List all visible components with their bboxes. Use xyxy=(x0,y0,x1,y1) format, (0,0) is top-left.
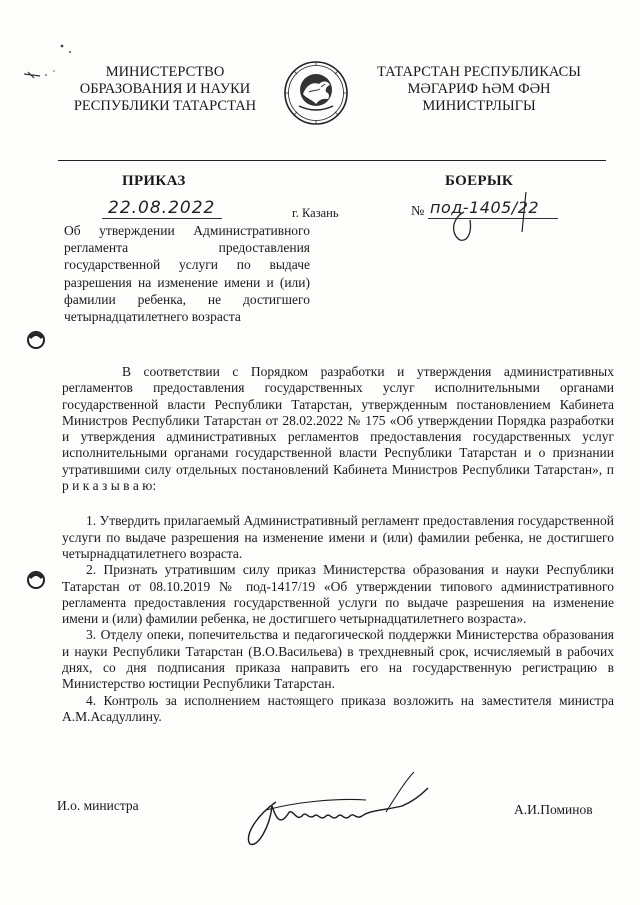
ministry-name-tt-line: МӘГАРИФ ҺӘМ ФӘН xyxy=(407,81,551,97)
punch-hole xyxy=(26,570,46,590)
signer-name: А.И.Поминов xyxy=(514,802,593,817)
ministry-name-tt-line: ТАТАРСТАН РЕСПУБЛИКАСЫ xyxy=(377,64,581,80)
handwritten-signature xyxy=(236,766,446,850)
number-sign: № xyxy=(411,204,425,219)
ministry-name-tt xyxy=(362,64,596,115)
handwritten-date: 22.08.2022 xyxy=(108,198,216,218)
coat-of-arms-tatarstan-icon xyxy=(283,60,349,126)
ministry-name-tt-line: МИНИСТРЛЫГЫ xyxy=(422,98,536,114)
order-subject: Об утверждении Административного регламента предоставления государственной услуги по выдаче разрешения на изменение имени и (или) фамилии ребенка, не достигшего четырнадцатилетнего возраста xyxy=(64,223,310,325)
order-item: 1. Утвердить прилагаемый Административный регламент предоставления государственной услуги по выдаче разрешения на изменение имени и (или) фамилии ребенка, не достигшего четырнадцатилетнего возраста. xyxy=(62,513,614,561)
order-body xyxy=(62,364,614,725)
ministry-name-ru xyxy=(40,64,290,115)
punch-hole xyxy=(26,330,46,350)
handwritten-number: под-1405/22 xyxy=(430,198,540,217)
order-item: 2. Признать утратившим силу приказ Министерства образования и науки Республики Татарстан от 08.10.2019 № под-1417/19 «Об утверждении типового административного регламента предоставления государственной услуги по выдаче разрешения на изменение имени и (или) фамилии ребенка, не достигшего четырнадцатилетнего возраста». xyxy=(62,562,614,627)
city: г. Казань xyxy=(292,206,339,220)
signer-title: И.о. министра xyxy=(57,798,139,813)
number-flourish xyxy=(430,188,570,258)
ministry-name-ru-line: РЕСПУБЛИКИ ТАТАРСТАН xyxy=(73,98,257,114)
ministry-name-ru-line: МИНИСТЕРСТВО xyxy=(105,64,225,80)
ministry-name-ru-line: ОБРАЗОВАНИЯ И НАУКИ xyxy=(79,81,251,97)
header-divider xyxy=(58,160,606,161)
doc-type-ru: ПРИКАЗ xyxy=(122,173,186,189)
doc-type-tt: БОЕРЫК xyxy=(445,173,514,189)
order-item: 4. Контроль за исполнением настоящего приказа возложить на заместителя министра А.М.Асадуллину. xyxy=(62,692,614,724)
date-underline xyxy=(102,218,222,219)
order-item: 3. Отделу опеки, попечительства и педагогической поддержки Министерства образования и науки Республики Татарстан (В.О.Васильева) в трехдневный срок, исчисляемый в рабочих днях, со дня подписания приказа направить его на государственную регистрацию в Министерство юстиции Республики Татарстан. xyxy=(62,627,614,692)
preamble: В соответствии с Порядком разработки и утверждения административных регламентов предоставления государственных услуг исполнительными органами государственной власти Республики Татарстан, утвержденным постановлением Кабинета Министров Республики Татарстан от 28.02.2022 № 175 «Об утверждении Порядка разработки и утверждения административных регламентов предоставления государственных услуг исполнительными органами государственной власти Республики Татарстан и о признании утратившими силу отдельных постановлений Кабинета Министров Республики Татарстан», п р и к а з ы в а ю: xyxy=(62,364,614,494)
